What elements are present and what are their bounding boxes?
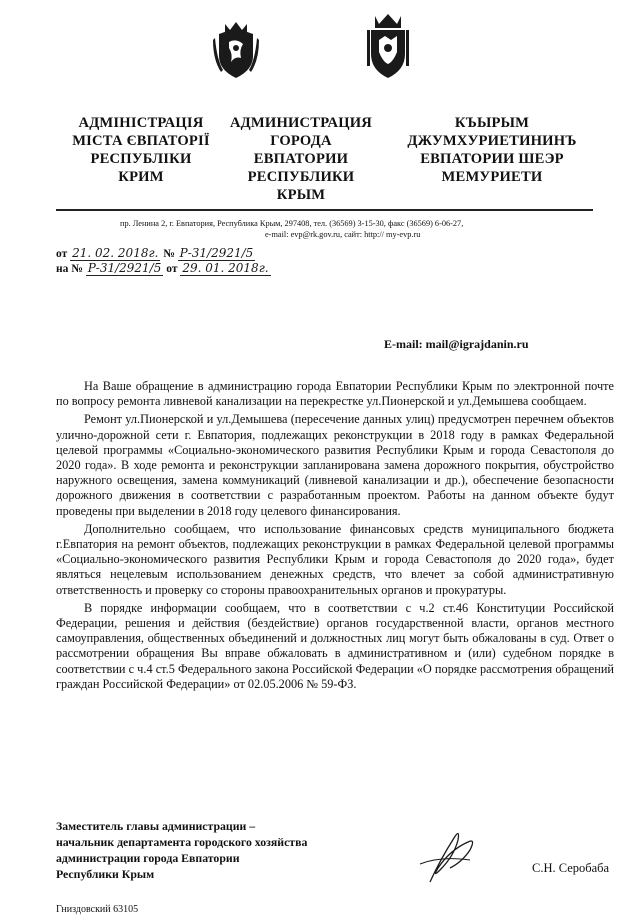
header-line: ДЖУМХУРИЕТИНИНЪ <box>407 133 577 149</box>
header-divider <box>56 209 593 211</box>
incoming-number: Р-31/2921/5 <box>87 261 162 275</box>
header-line: РЕСПУБЛИКИ <box>247 169 355 185</box>
header-line: МЕМУРИЕТИ <box>441 169 543 185</box>
header-russian-name <box>226 114 376 204</box>
handwritten-signature <box>410 820 490 890</box>
header-line: ЕВПАТОРИИ ШЕЭР <box>420 151 564 167</box>
paragraph: Ремонт ул.Пионерской и ул.Демышева (пересечение данных улиц) предусмотрен перечнем объектов улично-дорожной сети г. Евпатория, подлежащих реконструкции в 2018 году в рамках Федеральной целевой программы «Социально-экономического развития Республики Крым и города Севастополя до 2020 года». В ходе ремонта и реконструкции запланирована замена дорожного покрытия, обустройство наружного освещения, замена коммуникаций (ливневой канализации и др.), обеспечение безопасности дорожного движения в соответствии с разработанным проектом. Работы на данном объекте будут проведены при выделении в 2018 году целевого финансирования. <box>56 412 614 518</box>
signatory-title <box>56 818 307 882</box>
incoming-reference <box>56 261 271 276</box>
header-line: ГОРОДА <box>270 133 332 149</box>
paragraph: В порядке информации сообщаем, что в соответствии с ч.2 ст.46 Конституции Российской Федерации, решения и действия (бездействие) органов государственной власти, органов местного самоуправления, общественных объединений и должностных лиц могут быть обжалованы в суд. Ответ о рассмотрении обращения Вы вправе обжаловать в административном и (или) судебном порядке в соответствии с ч.4 ст.5 Федерального закона Российской Федерации «О порядке рассмотрения обращений граждан Российской Федерации» от 02.05.2006 № 59-ФЗ. <box>56 600 614 691</box>
recipient-email: E-mail: mail@igrajdanin.ru <box>384 337 529 351</box>
incoming-date: 29. 01. 2018г. <box>182 261 269 275</box>
signatory-line: Заместитель главы администрации – <box>56 819 256 833</box>
paragraph: Дополнительно сообщаем, что использование финансовых средств муниципального бюджета г.Евпатория на ремонт объектов, подлежащих реконструкции в рамках Федеральной целевой программы «Социально-экономического развития Республики Крым и города Севастополя до 2020 года», будет являться нецелевым использованием денежных средств, что влечет за собой административную ответственность и проверку со стороны правоохранительных органов и прокуратуры. <box>56 521 614 597</box>
header-line: РЕСПУБЛІКИ <box>90 151 192 167</box>
number-label: № <box>163 248 175 260</box>
paragraph: На Ваше обращение в администрацию города Евпатории Республики Крым по электронной почте по вопросу ремонта ливневой канализации на перекрестке ул.Пионерской и ул.Демышева сообщаем. <box>56 379 614 409</box>
outgoing-date: 21. 02. 2018г. <box>72 246 159 260</box>
signatory-line: Республики Крым <box>56 867 155 881</box>
executor-note: Гниздовский 63105 <box>56 904 139 915</box>
signatory-name: С.Н. Серобаба <box>532 861 610 875</box>
header-line: АДМІНІСТРАЦІЯ <box>78 115 204 131</box>
outgoing-number: Р-31/2921/5 <box>179 246 254 260</box>
header-line: ЕВПАТОРИИ <box>253 151 349 167</box>
header-line: КРИМ <box>118 169 164 185</box>
reply-label: на № <box>56 263 83 275</box>
evpatoria-coat-of-arms-icon <box>365 12 411 80</box>
contact-line: e-mail: evp@rk.gov.ru, сайт: http:// my-evp.ru <box>265 230 421 239</box>
signatory-line: начальник департамента городского хозяйства <box>56 835 308 849</box>
outgoing-reference <box>56 246 255 261</box>
crimea-coat-of-arms-icon <box>213 20 259 80</box>
header-ukrainian-name <box>56 114 226 186</box>
reply-from-label: от <box>166 263 178 275</box>
header-line: КЪЫРЫМ <box>454 115 530 131</box>
header-line: МІСТА ЄВПАТОРІЇ <box>72 133 210 149</box>
header-line: АДМИНИСТРАЦИЯ <box>229 115 373 131</box>
signatory-line: администрации города Евпатории <box>56 851 240 865</box>
letter-body <box>56 379 614 695</box>
from-label: от <box>56 248 68 260</box>
address-line: пр. Ленина 2, г. Евпатория, Республика Крым, 297408, тел. (36569) 3-15-30, факс (36569) 6-06-27, <box>120 219 464 228</box>
header-crimean-tatar-name <box>392 114 592 186</box>
header-line: КРЫМ <box>276 187 326 203</box>
